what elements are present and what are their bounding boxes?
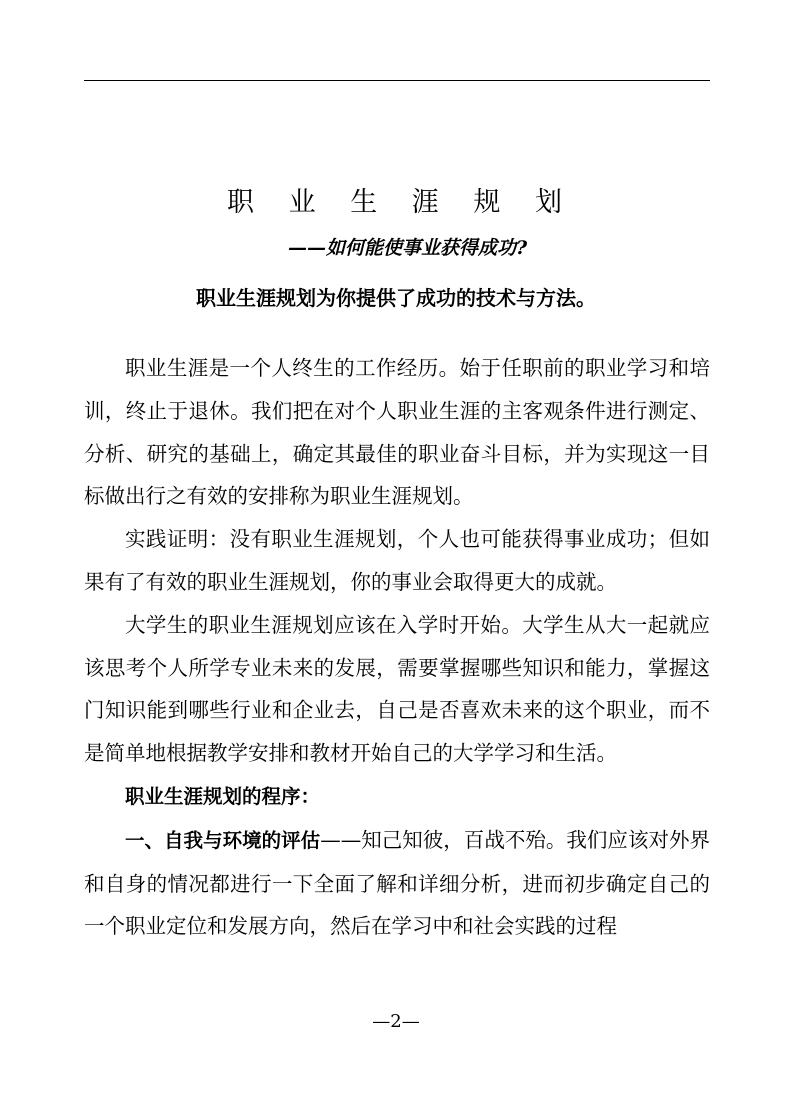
paragraph-students: 大学生的职业生涯规划应该在入学时开始。大学生从大一起就应该思考个人所学专业未来的发展，需要掌握哪些知识和能力，掌握这门知识能到哪些行业和企业去，自己是否喜欢未来的这个职业，而不是简单地根据教学安排和教材开始自己的大学学习和生活。 (84, 612, 710, 766)
step1-heading: 一、自我与环境的评估 (125, 828, 321, 852)
paragraph-definition: 职业生涯是一个人终生的工作经历。始于任职前的职业学习和培训，终止于退休。我们把在对个人职业生涯的主客观条件进行测定、分析、研究的基础上，确定其最佳的职业奋斗目标，并为实现这一目标做出行之有效的安排称为职业生涯规划。 (84, 356, 710, 509)
paragraph-step1 (84, 819, 710, 948)
page-subtitle: ——如何能使事业获得成功? (288, 237, 528, 259)
tagline: 职业生涯规划为你提供了成功的技术与方法。 (196, 286, 596, 310)
paragraph-evidence: 实践证明：没有职业生涯规划，个人也可能获得事业成功；但如果有了有效的职业生涯规划，你的事业会取得更大的成就。 (84, 527, 710, 594)
procedure-heading (84, 775, 710, 819)
header-rule (84, 80, 710, 81)
page-number: —2— (372, 1011, 420, 1032)
page-title: 职 业 生 涯 规 划 (227, 187, 575, 218)
procedure-heading-text: 职业生涯规划的程序： (125, 784, 321, 808)
body-text (84, 347, 710, 948)
step1-text: ——知己知彼，百战不殆。我们应该对外界和自身的情况都进行一下全面了解和详细分析，进而初步确定自己的一个职业定位和发展方向，然后在学习中和社会实践的过程 (84, 827, 710, 939)
